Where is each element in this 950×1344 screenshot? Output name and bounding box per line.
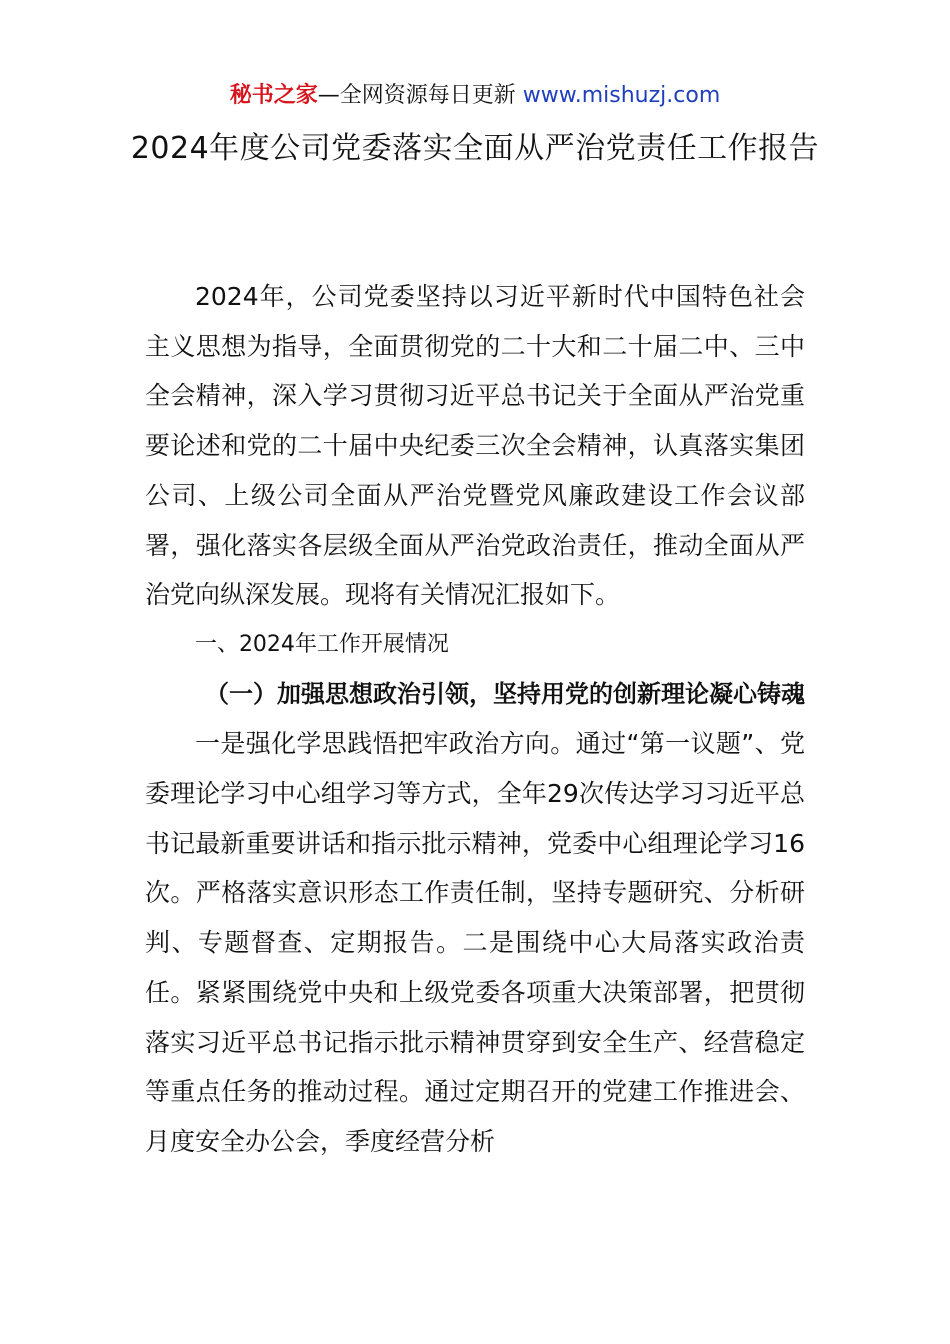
- banner-slogan: —全网资源每日更新: [317, 83, 516, 108]
- banner-brand: 秘书之家: [229, 83, 318, 108]
- banner-url[interactable]: www.mishuzj.com: [522, 83, 721, 108]
- section-heading: 一、2024年工作开展情况: [194, 631, 449, 657]
- document-body: [145, 272, 805, 1167]
- site-banner: [0, 80, 950, 112]
- document-title: 2024年度公司党委落实全面从严治党责任工作报告: [130, 131, 820, 166]
- body-paragraph: 一是强化学思践悟把牢政治方向。通过“第一议题”、党委理论学习中心组学习等方式，全年29次传达学习习近平总书记最新重要讲话和指示批示精神，党委中心组理论学习16次。严格落实意识形态工作责任制，坚持专题研究、分析研判、专题督查、定期报告。二是围绕中心大局落实政治责任。紧紧围绕党中央和上级党委各项重大决策部署，把贯彻落实习近平总书记指示批示精神贯穿到安全生产、经营稳定等重点任务的推动过程。通过定期召开的党建工作推进会、月度安全办公会，季度经营分析: [145, 729, 805, 1156]
- subsection-heading: （一）加强思想政治引领，坚持用党的创新理论凝心铸魂: [205, 679, 805, 708]
- intro-paragraph: 2024年，公司党委坚持以习近平新时代中国特色社会主义思想为指导，全面贯彻党的二十大和二十届二中、三中全会精神，深入学习贯彻习近平总书记关于全面从严治党重要论述和党的二十届中央纪委三次全会精神，认真落实集团公司、上级公司全面从严治党暨党风廉政建设工作会议部署，强化落实各层级全面从严治党政治责任，推动全面从严治党向纵深发展。现将有关情况汇报如下。: [145, 282, 805, 610]
